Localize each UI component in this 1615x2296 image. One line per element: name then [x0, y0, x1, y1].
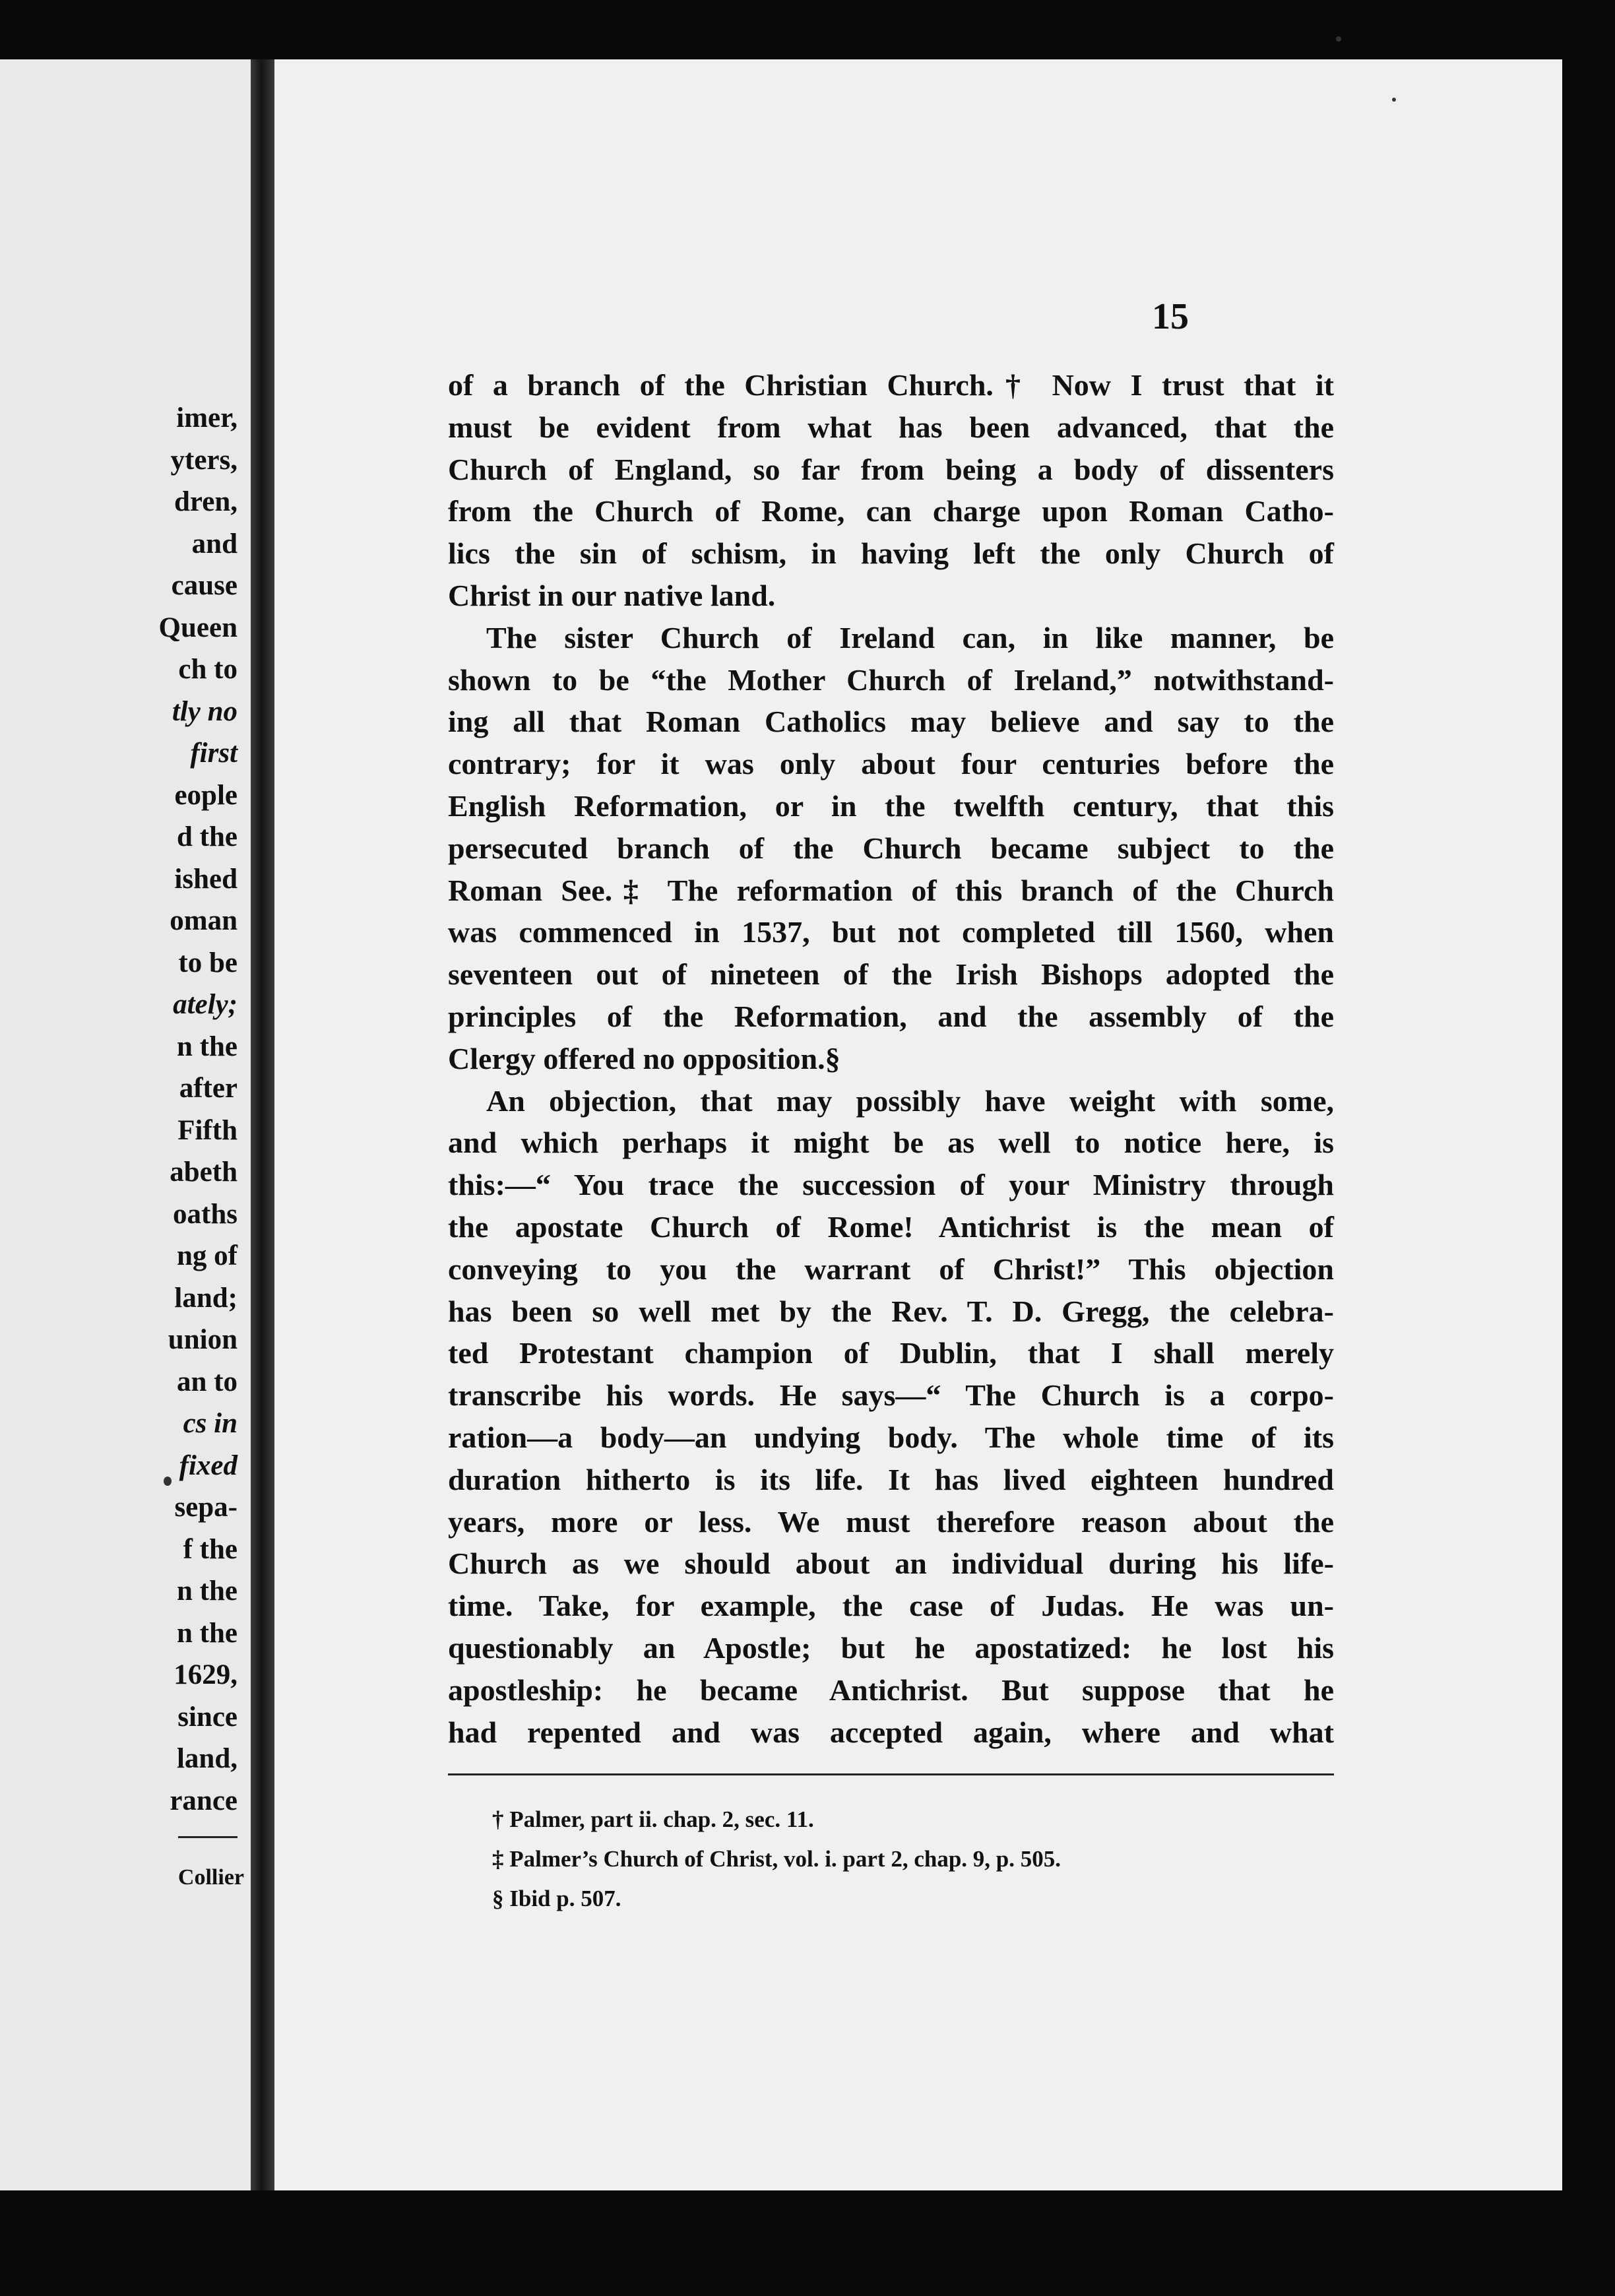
left-footnote-rule: [178, 1836, 238, 1838]
text-line: transcribe his words. He says—“ The Church is a corpo-: [448, 1378, 1334, 1413]
left-page-line: ately;: [173, 989, 238, 1020]
left-page-line: n the: [177, 1617, 238, 1649]
left-page-line: first: [190, 738, 238, 769]
text-line: had repented and was accepted again, where and what: [448, 1715, 1334, 1749]
text-line: must be evident from what has been advanced, that the: [448, 410, 1334, 444]
left-page-line: and: [191, 528, 238, 559]
left-page-line: ished: [174, 863, 238, 895]
text-line: has been so well met by the Rev. T. D. Gregg, the celebra-: [448, 1294, 1334, 1328]
footnote: † Palmer, part ii. chap. 2, sec. 11.: [492, 1806, 814, 1832]
left-page-line: fixed: [179, 1450, 238, 1481]
text-line: was commenced in 1537, but not completed till 1560, when: [448, 915, 1334, 949]
text-line: conveying to you the warrant of Christ!” This objection: [448, 1252, 1334, 1286]
text-line: Roman See.‡ The reformation of this branch of the Church: [448, 873, 1334, 907]
left-page-line: d the: [177, 821, 238, 852]
text-line: persecuted branch of the Church became subject to the: [448, 831, 1334, 865]
right-page: [274, 59, 1562, 2190]
text-line: questionably an Apostle; but he apostatized: he lost his: [448, 1630, 1334, 1665]
left-page-line: imer,: [176, 402, 238, 433]
left-page-line: n the: [177, 1031, 238, 1062]
text-line: Clergy offered no opposition.§: [448, 1041, 840, 1075]
left-page-line: n the: [177, 1576, 238, 1607]
text-line: ted Protestant champion of Dublin, that I shall merely: [448, 1336, 1334, 1370]
text-line: ration—a body—an undying body. The whole time of its: [448, 1420, 1334, 1454]
left-page-line: oman: [170, 905, 238, 936]
text-line: of a branch of the Christian Church.† Now I trust that it: [448, 368, 1334, 402]
left-page-line: eople: [174, 779, 238, 811]
text-line: lics the sin of schism, in having left the only Church of: [448, 536, 1334, 571]
left-page-line: oaths: [173, 1198, 238, 1230]
text-line: seventeen out of nineteen of the Irish Bishops adopted the: [448, 957, 1334, 992]
footnote-rule: [448, 1773, 1334, 1775]
book-gutter: [251, 59, 274, 2190]
left-page-fragment: [0, 59, 264, 2190]
left-page-line: since: [177, 1701, 238, 1733]
left-page-line: land;: [174, 1282, 238, 1314]
left-page-line: tly no: [172, 695, 238, 727]
scan-speck: [1336, 36, 1341, 42]
text-line: shown to be “the Mother Church of Ireland,” notwithstand-: [448, 662, 1334, 697]
footnotes: [492, 1800, 1061, 1919]
text-line: years, more or less. We must therefore reason about the: [448, 1504, 1334, 1539]
scan-speck: [1392, 98, 1396, 102]
left-page-line: ng of: [177, 1240, 238, 1271]
text-line: time. Take, for example, the case of Judas. He was un-: [448, 1589, 1334, 1623]
left-page-line: cs in: [183, 1408, 238, 1439]
text-line: principles of the Reformation, and the assembly of the: [448, 999, 1334, 1033]
page-number: 15: [1152, 296, 1189, 337]
left-page-line: after: [179, 1073, 238, 1104]
text-line: Church of England, so far from being a body of dissenters: [448, 452, 1334, 486]
left-page-line: an to: [177, 1366, 238, 1397]
text-line: Church as we should about an individual during his life-: [448, 1547, 1334, 1581]
left-page-line: yters,: [170, 444, 238, 476]
text-line: An objection, that may possibly have weight with some,: [486, 1083, 1334, 1118]
left-page-line: to be: [178, 947, 238, 978]
left-page-line: cause: [171, 570, 238, 601]
text-line: The sister Church of Ireland can, in like manner, be: [486, 620, 1334, 654]
body-text: [448, 364, 1334, 1753]
footnote: ‡ Palmer’s Church of Christ, vol. i. part 2, chap. 9, p. 505.: [492, 1846, 1061, 1872]
text-line: Christ in our native land.: [448, 578, 776, 612]
text-line: English Reformation, or in the twelfth century, that this: [448, 788, 1334, 823]
left-page-line: 1629,: [174, 1659, 238, 1690]
text-line: duration hitherto is its life. It has lived eighteen hundred: [448, 1462, 1334, 1496]
scan-speck: [164, 1477, 172, 1486]
text-line: from the Church of Rome, can charge upon Roman Catho-: [448, 494, 1334, 528]
left-page-line: f the: [183, 1533, 238, 1565]
left-footnote: Collier: [177, 1865, 244, 1890]
left-page-line: abeth: [170, 1157, 238, 1188]
left-page-line: land,: [176, 1743, 238, 1774]
left-page-line: Queen: [158, 612, 238, 643]
text-line: this:—“ You trace the succession of your Ministry through: [448, 1168, 1334, 1202]
text-line: the apostate Church of Rome! Antichrist is the mean of: [448, 1209, 1334, 1244]
text-line: ing all that Roman Catholics may believe and say to the: [448, 705, 1334, 739]
left-page-line: union: [168, 1324, 238, 1355]
text-line: apostleship: he became Antichrist. But suppose that he: [448, 1673, 1334, 1707]
left-page-line: dren,: [174, 486, 238, 517]
left-page-line: rance: [170, 1785, 238, 1816]
text-line: and which perhaps it might be as well to notice here, is: [448, 1126, 1334, 1160]
text-line: contrary; for it was only about four centuries before the: [448, 747, 1334, 781]
footnote: § Ibid p. 507.: [492, 1886, 621, 1911]
left-page-line: ch to: [178, 654, 238, 685]
left-page-line: Fifth: [177, 1114, 238, 1146]
left-page-line: sepa-: [174, 1492, 238, 1523]
